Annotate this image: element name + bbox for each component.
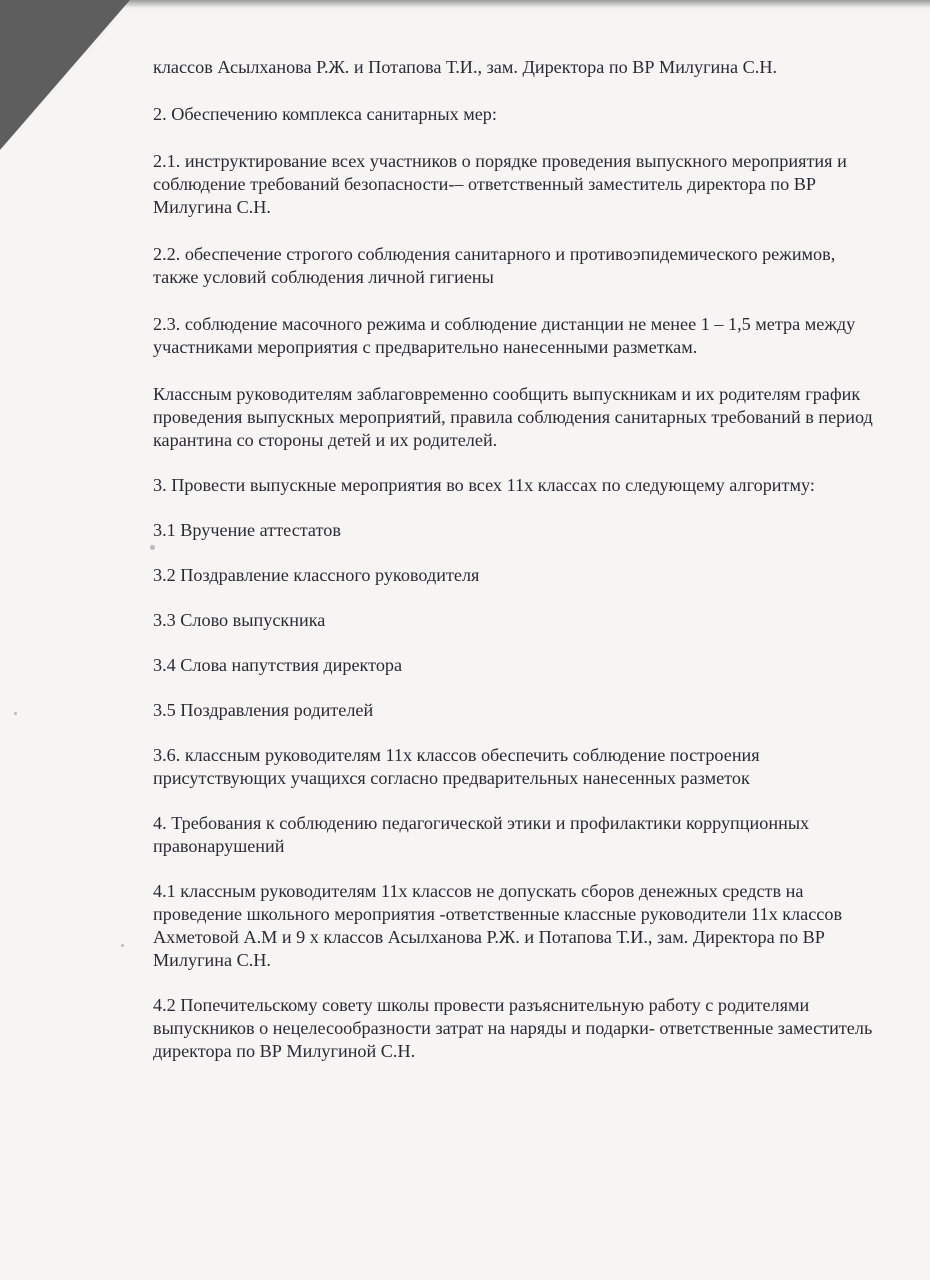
paragraph-class-teachers: Классным руководителям заблаговременно сообщить выпускникам и их родителям график проведения выпускных мероприятий, правила соблюдения санитарных требований в период карантина со стороны детей и их родителей. (153, 384, 873, 450)
paragraph-section-2: 2. Обеспечению комплекса санитарных мер: (153, 104, 497, 124)
paragraph-section-3: 3. Провести выпускные мероприятия во всех 11х классах по следующему алгоритму: (153, 475, 815, 495)
paragraph-3-5: 3.5 Поздравления родителей (153, 700, 374, 720)
paragraph-4-2: 4.2 Попечительскому совету школы провести разъяснительную работу с родителями выпускников о нецелесообразности затрат на наряды и подарки- ответственные заместитель директора по ВР Милугиной С.Н. (153, 995, 873, 1061)
scan-edge-top (120, 0, 930, 8)
scan-speck (14, 712, 17, 715)
paragraph-3-1: 3.1 Вручение аттестатов (153, 520, 341, 540)
paragraph-2-1: 2.1. инструктирование всех участников о порядке проведения выпускного мероприятия и соблюдение требований безопасности-– ответственный заместитель директора по ВР Милугина С.Н. (153, 151, 847, 217)
paragraph-continuation: классов Асылханова Р.Ж. и Потапова Т.И., зам. Директора по ВР Милугина С.Н. (153, 57, 778, 77)
paragraph-3-3: 3.3 Слово выпускника (153, 610, 326, 630)
paragraph-2-2: 2.2. обеспечение строгого соблюдения санитарного и противоэпидемического режимов, также условий соблюдения личной гигиены (153, 244, 836, 287)
scan-speck (121, 944, 124, 947)
document-body (153, 56, 873, 1085)
paragraph-section-4: 4. Требования к соблюдению педагогической этики и профилактики коррупционных правонарушений (153, 813, 810, 856)
paragraph-4-1: 4.1 классным руководителям 11х классов не допускать сборов денежных средств на проведение школьного мероприятия -ответственные классные руководители 11х классов Ахметовой А.М и 9 х классов Асылханова Р.Ж. и Потапова Т.И., зам. Директора по ВР Милугина С.Н. (153, 881, 843, 970)
paragraph-3-6: 3.6. классным руководителям 11х классов обеспечить соблюдение построения присутствующих учащихся согласно предварительных нанесенных разметок (153, 745, 760, 788)
paragraph-3-2: 3.2 Поздравление классного руководителя (153, 565, 480, 585)
paragraph-2-3: 2.3. соблюдение масочного режима и соблюдение дистанции не менее 1 – 1,5 метра между участниками мероприятия с предварительно нанесенными разметкам. (153, 314, 856, 357)
paragraph-3-4: 3.4 Слова напутствия директора (153, 655, 403, 675)
